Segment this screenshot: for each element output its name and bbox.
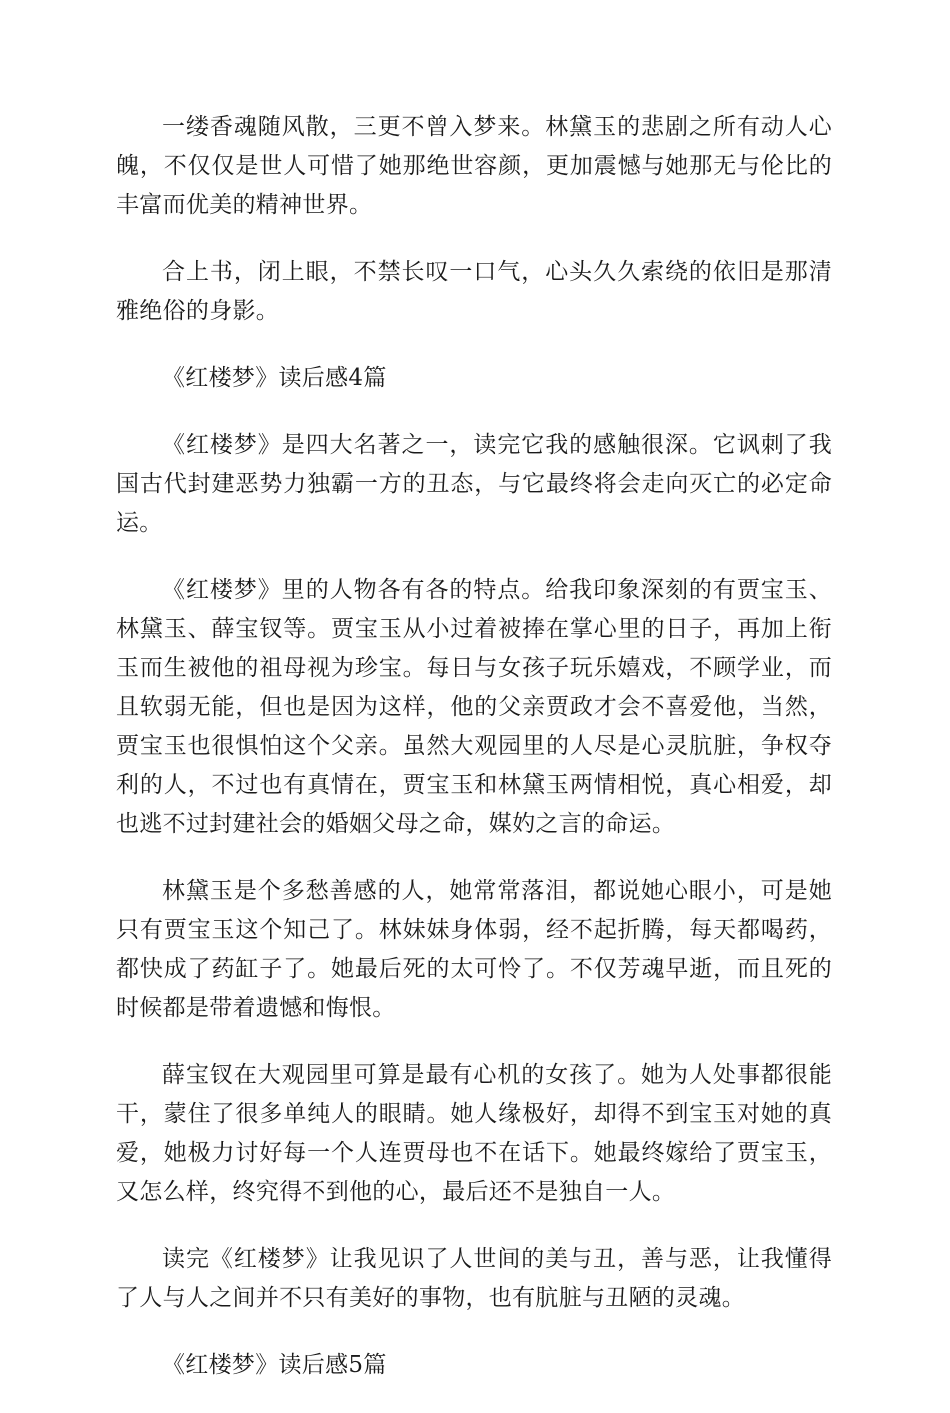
paragraph-5: 林黛玉是个多愁善感的人，她常常落泪，都说她心眼小，可是她只有贾宝玉这个知己了。林妹妹身体弱，经不起折腾，每天都喝药，都快成了药缸子了。她最后死的太可怜了。不仅芳魂早逝，而且死的时候都是带着遗憾和悔恨。 xyxy=(116,878,832,1021)
paragraph-4: 《红楼梦》里的人物各有各的特点。给我印象深刻的有贾宝玉、林黛玉、薛宝钗等。贾宝玉从小过着被捧在掌心里的日子，再加上衔玉而生被他的祖母视为珍宝。每日与女孩子玩乐嬉戏，不顾学业，而且软弱无能，但也是因为这样，他的父亲贾政才会不喜爱他，当然，贾宝玉也很惧怕这个父亲。虽然大观园里的人尽是心灵肮脏，争权夺利的人，不过也有真情在，贾宝玉和林黛玉两情相悦，真心相爱，却也逃不过封建社会的婚姻父母之命，媒妁之言的命运。 xyxy=(116,577,832,837)
section-heading-4: 《红楼梦》读后感4篇 xyxy=(162,365,387,391)
paragraph-2: 合上书，闭上眼，不禁长叹一口气，心头久久索绕的依旧是那清雅绝俗的身影。 xyxy=(116,259,832,324)
paragraph-3: 《红楼梦》是四大名著之一，读完它我的感触很深。它讽刺了我国古代封建恶势力独霸一方的丑态，与它最终将会走向灭亡的必定命运。 xyxy=(116,432,832,536)
paragraph-6: 薛宝钗在大观园里可算是最有心机的女孩了。她为人处事都很能干，蒙住了很多单纯人的眼睛。她人缘极好，却得不到宝玉对她的真爱，她极力讨好每一个人连贾母也不在话下。她最终嫁给了贾宝玉，又怎么样，终究得不到他的心，最后还不是独自一人。 xyxy=(116,1062,832,1205)
paragraph-1: 一缕香魂随风散，三更不曾入梦来。林黛玉的悲剧之所有动人心魄，不仅仅是世人可惜了她那绝世容颜，更加震憾与她那无与伦比的丰富而优美的精神世界。 xyxy=(116,114,832,218)
document-page xyxy=(116,108,832,1413)
section-heading-5: 《红楼梦》读后感5篇 xyxy=(162,1352,387,1378)
paragraph-7: 读完《红楼梦》让我见识了人世间的美与丑，善与恶，让我懂得了人与人之间并不只有美好的事物，也有肮脏与丑陋的灵魂。 xyxy=(116,1246,832,1311)
